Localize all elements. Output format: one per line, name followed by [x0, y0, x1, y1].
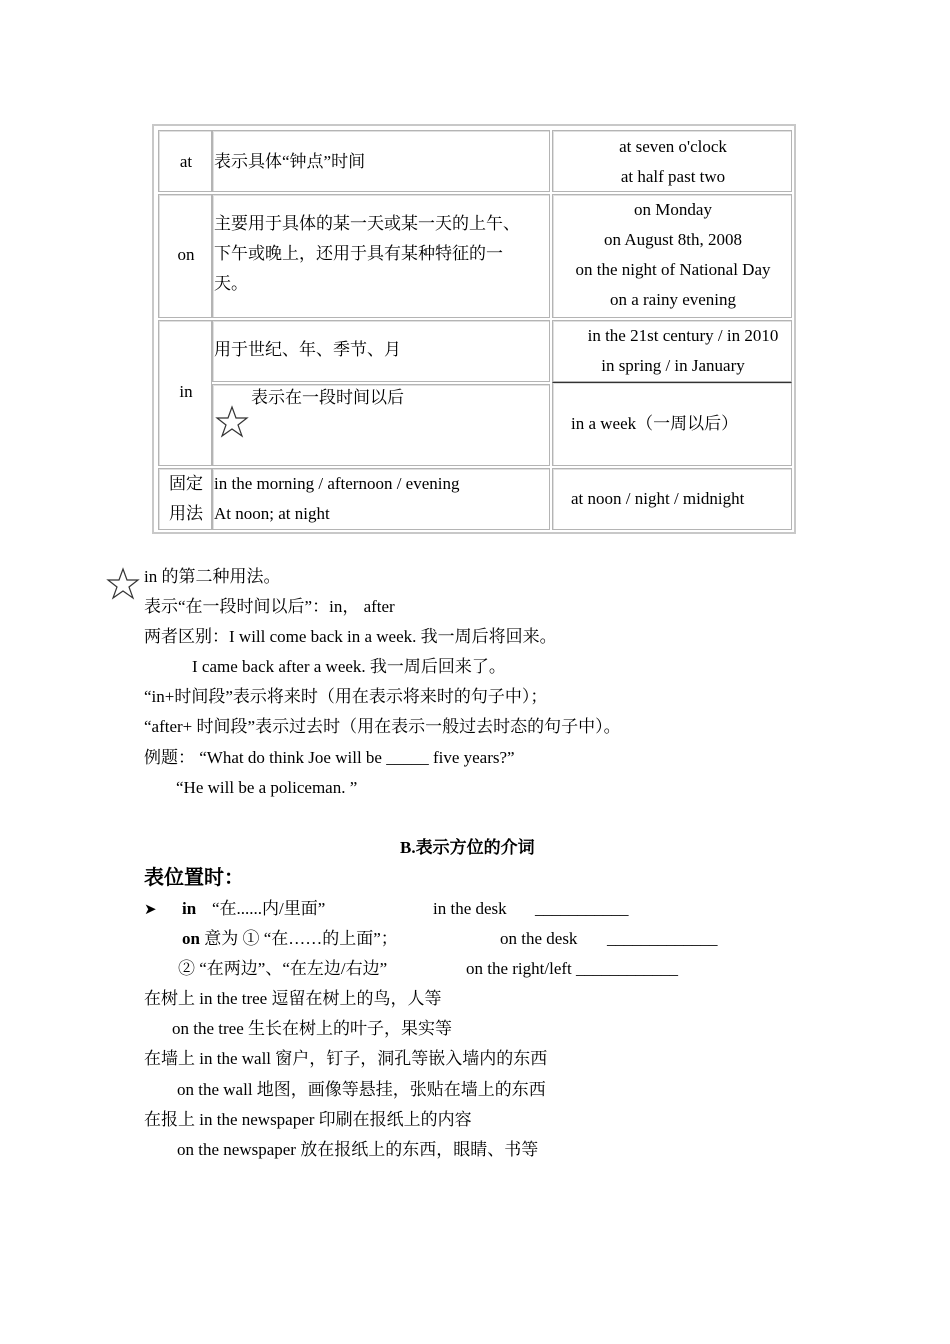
cell-at-desc	[212, 130, 550, 192]
at-desc: 表示具体“钟点”时间	[214, 152, 366, 171]
paper-in-line: 在报上 in the newspaper 印刷在报纸上的内容	[144, 1110, 472, 1129]
in-example: in the desk	[433, 899, 507, 918]
cell-at-examples	[552, 130, 792, 192]
preposition-time-table	[152, 124, 796, 534]
note-line-4: I came back after a week. 我一周后回来了。	[192, 657, 506, 676]
on-example: on the desk	[500, 929, 578, 948]
fixed-desc-1: in the morning / afternoon / evening	[214, 474, 460, 493]
section-b-subheading: 表位置时：	[144, 867, 244, 889]
wall-in-line: 在墙上 in the wall 窗户，钉子，洞孔等嵌入墙内的东西	[144, 1049, 548, 1068]
star-icon	[106, 567, 140, 601]
cell-in-desc-1	[212, 320, 550, 382]
cell-in-examples-1	[552, 320, 792, 382]
on-label: on	[177, 245, 195, 264]
cell-in-desc-2	[212, 384, 550, 466]
on-meaning: 意为 ① “在……的上面”；	[199, 929, 398, 948]
note-line-3: 两者区别：I will come back in a week. 我一周后将回来。	[144, 627, 557, 646]
fixed-label-1: 固定	[169, 474, 203, 493]
at-example-1: at seven o'clock	[619, 137, 727, 156]
note-line-5: “in+时间段”表示将来时（用在表示将来时的句子中）；	[144, 687, 548, 706]
cell-fixed-example	[552, 468, 792, 530]
cell-on-desc	[212, 194, 550, 318]
at-example-2: at half past two	[620, 167, 726, 186]
note-line-6: “after+ 时间段”表示过去时（用在表示一般过去时态的句子中）。	[144, 717, 621, 736]
on-example-2: on August 8th, 2008	[604, 230, 742, 249]
on-desc-1: 主要用于具体的某一天或某一天的上午、	[214, 214, 520, 233]
cell-on-label	[158, 194, 212, 318]
cell-at-label	[158, 130, 212, 192]
cell-fixed-desc	[212, 468, 550, 530]
note-line-1: in 的第二种用法。	[144, 567, 281, 586]
paper-on-line: on the newspaper 放在报纸上的东西，眼睛、书等	[177, 1140, 539, 1159]
on-word: on	[182, 929, 200, 948]
wall-on-line: on the wall 地图，画像等悬挂，张贴在墙上的东西	[177, 1080, 546, 1099]
on-line-1	[182, 929, 398, 949]
in-desc-2: 表示在一段时间以后	[251, 388, 404, 407]
tree-in-line: 在树上 in the tree 逗留在树上的鸟，人等	[144, 989, 442, 1008]
cell-in-label	[158, 320, 212, 466]
in-blank: ___________	[535, 899, 629, 918]
fixed-label-2: 用法	[169, 504, 203, 523]
at-label: at	[179, 152, 193, 171]
cell-in-examples-2	[552, 382, 792, 466]
note-line-2: 表示“在一段时间以后”：in， after	[144, 597, 395, 616]
in-example-2: in spring / in January	[601, 356, 745, 375]
on-example-2: on the right/left ____________	[466, 959, 679, 978]
in-desc-1: 用于世纪、年、季节、月	[214, 340, 401, 359]
on-blank: _____________	[607, 929, 718, 948]
fixed-desc-2: At noon; at night	[214, 504, 330, 523]
on-desc-3: 天。	[214, 274, 248, 293]
on-example-1: on Monday	[634, 200, 712, 219]
in-label: in	[179, 382, 193, 401]
arrow-bullet-icon: ➤	[144, 902, 157, 918]
in-example-1: in the 21st century / in 2010	[587, 326, 779, 345]
tree-on-line: on the tree 生长在树上的叶子，果实等	[172, 1019, 452, 1038]
cell-fixed-label	[158, 468, 212, 530]
in-meaning: “在......内/里面”	[212, 899, 326, 918]
on-desc-2: 下午或晚上，还用于具有某种特征的一	[214, 244, 503, 263]
on-example-3: on the night of National Day	[575, 260, 771, 279]
on-example-4: on a rainy evening	[609, 290, 737, 309]
in-example-3: in a week（一周以后）	[571, 414, 739, 433]
cell-on-examples	[552, 194, 792, 318]
note-example-question: 例题： “What do think Joe will be _____ five years?”	[144, 748, 515, 767]
note-example-answer: “He will be a policeman. ”	[176, 778, 358, 797]
on-meaning-2: ② “在两边”、“在左边/右边”	[178, 959, 388, 978]
fixed-example: at noon / night / midnight	[571, 489, 745, 508]
star-icon	[215, 405, 249, 439]
section-b-heading: B.表示方位的介词	[400, 838, 535, 857]
in-word: in	[182, 899, 197, 918]
